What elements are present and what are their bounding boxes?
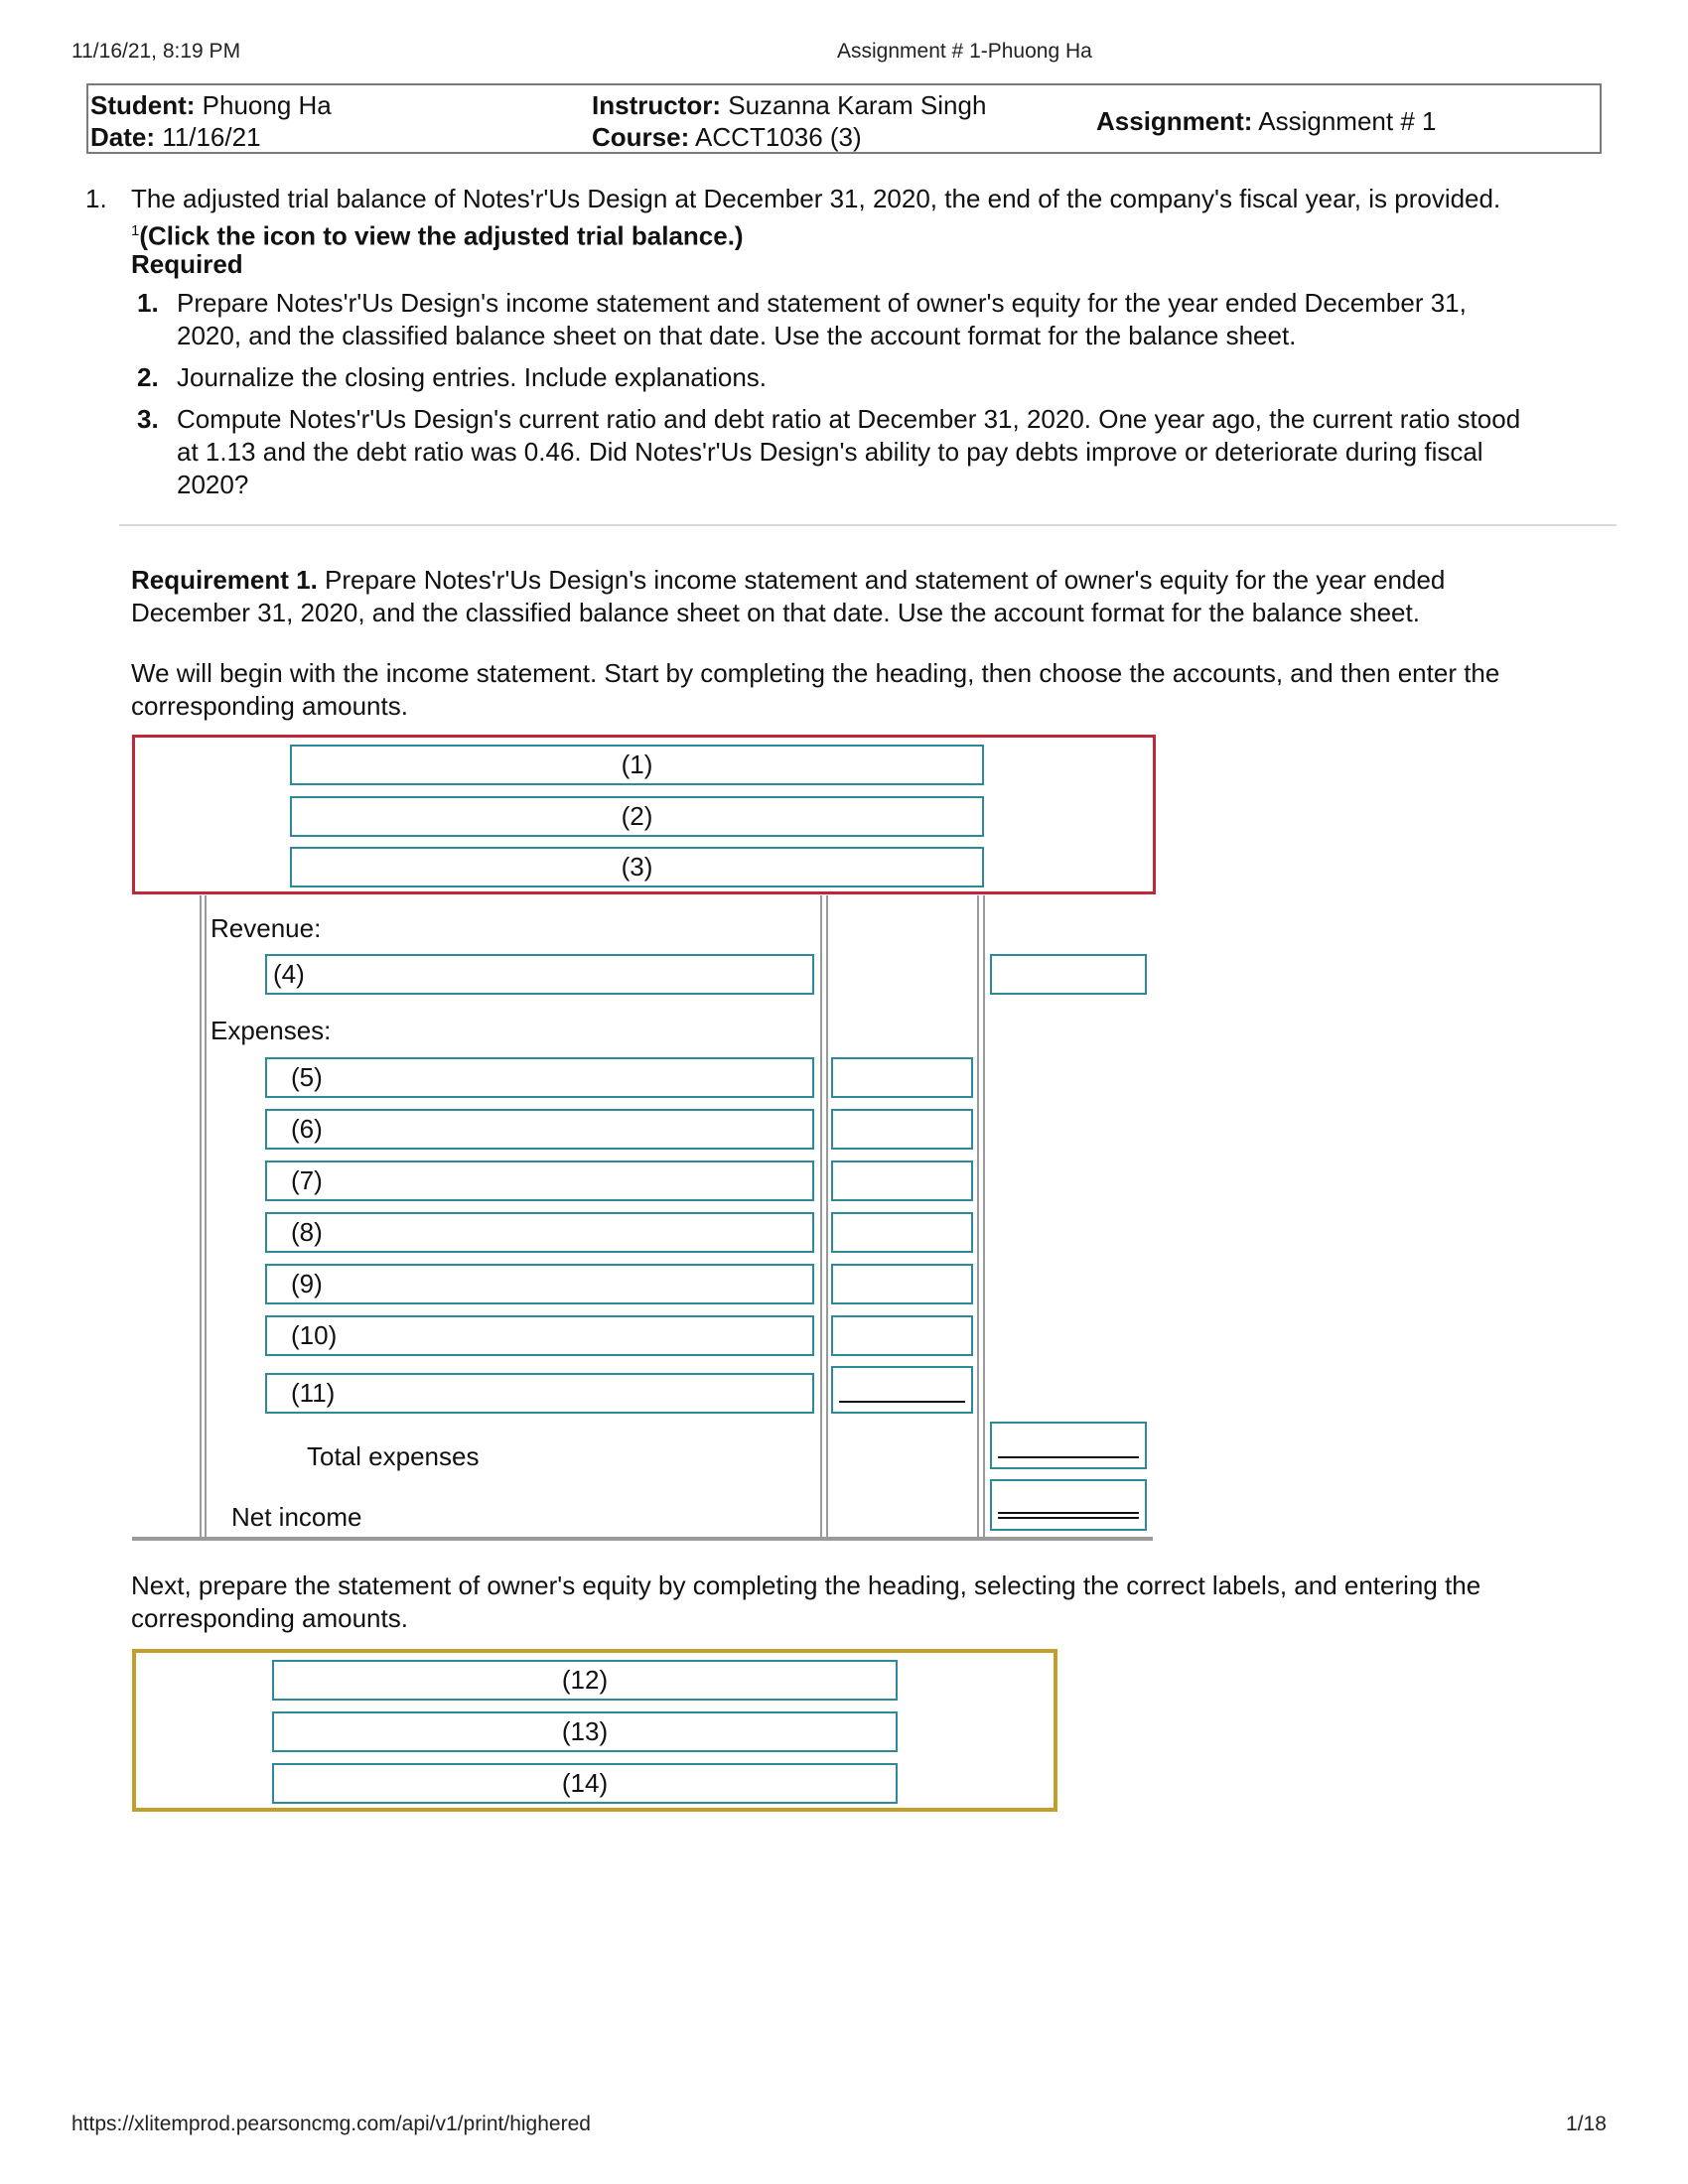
total-expenses-amount[interactable] xyxy=(990,1422,1147,1469)
print-datetime: 11/16/21, 8:19 PM xyxy=(71,40,241,63)
expense-amount-input[interactable] xyxy=(831,1160,973,1201)
print-footer-page: 1/18 xyxy=(1566,2113,1607,2135)
heading-field-2[interactable]: (2) xyxy=(290,796,984,837)
requirement-number: 3. xyxy=(137,404,159,434)
expense-account-select[interactable]: (9) xyxy=(265,1264,814,1304)
expense-account-select[interactable]: (10) xyxy=(265,1315,814,1356)
assignment-info: Assignment: Assignment # 1 xyxy=(1096,106,1437,136)
owners-equity-instructions: Next, prepare the statement of owner's equity by completing the heading, selecting the correct labels, and entering the xyxy=(131,1570,1481,1600)
print-title: Assignment # 1-Phuong Ha xyxy=(837,40,1092,63)
grid-line xyxy=(205,895,207,1537)
trial-balance-link[interactable]: $^1$(Click the icon to view the adjusted trial balance.) xyxy=(131,220,744,251)
required-heading: Required xyxy=(131,249,243,279)
requirement-number: 2. xyxy=(137,362,159,392)
revenue-label: Revenue: xyxy=(211,913,322,943)
double-underline-bottom xyxy=(998,1517,1139,1519)
oe-heading-field-14[interactable]: (14) xyxy=(272,1763,898,1804)
student-info: Student: Phuong Ha xyxy=(90,90,332,120)
expense-account-select[interactable]: (5) xyxy=(265,1057,814,1098)
course-info: Course: ACCT1036 (3) xyxy=(592,122,862,152)
heading-field-3[interactable]: (3) xyxy=(290,847,984,887)
requirement-text: 2020? xyxy=(177,470,249,499)
revenue-account-select[interactable]: (4) xyxy=(265,954,814,995)
single-underline xyxy=(998,1456,1139,1458)
net-income-amount[interactable] xyxy=(990,1479,1147,1531)
income-statement-instructions: corresponding amounts. xyxy=(131,691,408,721)
income-statement-instructions: We will begin with the income statement. Start by completing the heading, then choose the accounts, and then enter the xyxy=(131,658,1500,688)
requirement1-text: Requirement 1. Prepare Notes'r'Us Design's income statement and statement of owner's equity for the year ended xyxy=(131,565,1446,595)
requirement-text: at 1.13 and the debt ratio was 0.46. Did Notes'r'Us Design's ability to pay debts improve or deteriorate during fiscal xyxy=(177,437,1483,467)
question-intro: The adjusted trial balance of Notes'r'Us Design at December 31, 2020, the end of the company's fiscal year, is provided. xyxy=(131,184,1501,213)
requirement1-text: December 31, 2020, and the classified balance sheet on that date. Use the account format for the balance sheet. xyxy=(131,598,1420,627)
grid-line xyxy=(200,895,202,1537)
expense-amount-input[interactable] xyxy=(831,1212,973,1253)
requirement-text: Journalize the closing entries. Include explanations. xyxy=(177,362,768,392)
expense-amount-input[interactable] xyxy=(831,1109,973,1150)
oe-heading-field-13[interactable]: (13) xyxy=(272,1711,898,1752)
section-divider xyxy=(119,524,1617,526)
print-footer-url: https://xlitemprod.pearsoncmg.com/api/v1/print/highered xyxy=(71,2113,591,2135)
requirement-text: Compute Notes'r'Us Design's current ratio and debt ratio at December 31, 2020. One year ago, the current ratio stood xyxy=(177,404,1521,434)
oe-heading-field-12[interactable]: (12) xyxy=(272,1660,898,1701)
expense-account-select[interactable]: (8) xyxy=(265,1212,814,1253)
grid-line xyxy=(826,895,828,1537)
owners-equity-instructions: corresponding amounts. xyxy=(131,1603,408,1633)
expense-amount-input[interactable] xyxy=(831,1315,973,1356)
revenue-amount-input[interactable] xyxy=(990,954,1147,995)
grid-line xyxy=(977,895,979,1537)
grid-line xyxy=(820,895,822,1537)
assignment-info-box xyxy=(86,83,1602,154)
expense-account-select[interactable]: (6) xyxy=(265,1109,814,1150)
grid-line xyxy=(983,895,985,1537)
single-underline xyxy=(839,1401,965,1403)
total-expenses-label: Total expenses xyxy=(307,1441,480,1471)
expenses-label: Expenses: xyxy=(211,1016,332,1045)
date-info: Date: 11/16/21 xyxy=(90,122,261,152)
double-underline-top xyxy=(998,1512,1139,1514)
requirement-text: Prepare Notes'r'Us Design's income statement and statement of owner's equity for the year ended December 31, xyxy=(177,288,1467,318)
net-income-label: Net income xyxy=(231,1502,362,1532)
expense-account-select[interactable]: (11) xyxy=(265,1373,814,1414)
heading-field-1[interactable]: (1) xyxy=(290,745,984,785)
requirement-number: 1. xyxy=(137,288,159,318)
expense-amount-input[interactable] xyxy=(831,1057,973,1098)
instructor-info: Instructor: Suzanna Karam Singh xyxy=(592,90,987,120)
expense-account-select[interactable]: (7) xyxy=(265,1160,814,1201)
expense-amount-input[interactable] xyxy=(831,1264,973,1304)
requirement-text: 2020, and the classified balance sheet on that date. Use the account format for the balance sheet. xyxy=(177,321,1297,350)
income-statement-bottom-rule xyxy=(132,1537,1153,1541)
expense-amount-input[interactable] xyxy=(831,1366,973,1414)
question-number: 1. xyxy=(85,184,107,213)
